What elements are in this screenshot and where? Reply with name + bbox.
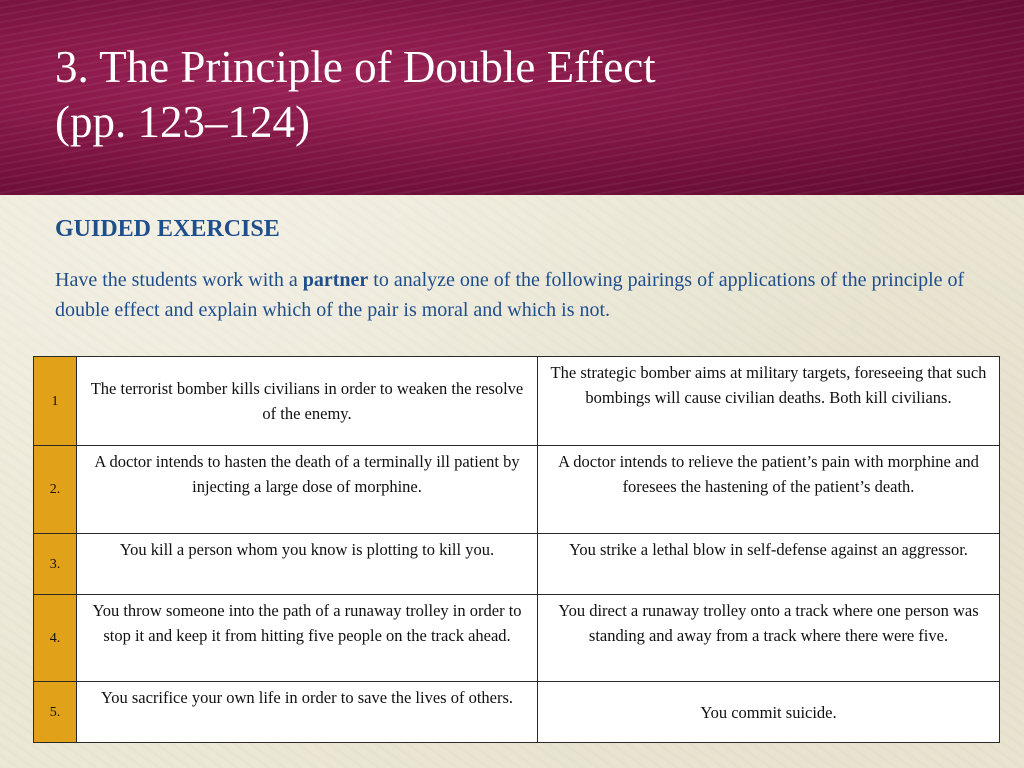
title-banner bbox=[0, 0, 1024, 195]
row-number: 1 bbox=[34, 357, 77, 446]
row-number: 5. bbox=[34, 682, 77, 743]
left-case-cell: The terrorist bomber kills civilians in order to weaken the resolve of the enemy. bbox=[77, 357, 538, 446]
row-number: 4. bbox=[34, 595, 77, 682]
right-case-cell: The strategic bomber aims at military targets, foreseeing that such bombings will cause civilian deaths. Both kill civilians. bbox=[538, 357, 1000, 446]
right-case-cell: You commit suicide. bbox=[538, 682, 1000, 743]
left-case-cell: You sacrifice your own life in order to save the lives of others. bbox=[77, 682, 538, 743]
section-subheading: GUIDED EXERCISE bbox=[55, 216, 280, 242]
right-case-cell: You direct a runaway trolley onto a track where one person was standing and away from a track where there were five. bbox=[538, 595, 1000, 682]
right-case-cell: A doctor intends to relieve the patient’s pain with morphine and foresees the hastening of the patient’s death. bbox=[538, 446, 1000, 534]
table-row bbox=[34, 446, 1000, 534]
row-number: 3. bbox=[34, 534, 77, 595]
left-case-cell: You throw someone into the path of a runaway trolley in order to stop it and keep it from hitting five people on the track ahead. bbox=[77, 595, 538, 682]
title-line-2: (pp. 123–124) bbox=[55, 97, 310, 147]
left-case-cell: You kill a person whom you know is plotting to kill you. bbox=[77, 534, 538, 595]
exercise-description bbox=[55, 265, 1000, 325]
row-number: 2. bbox=[34, 446, 77, 534]
left-case-cell: A doctor intends to hasten the death of a terminally ill patient by injecting a large dose of morphine. bbox=[77, 446, 538, 534]
table-row bbox=[34, 595, 1000, 682]
slide-title bbox=[55, 40, 995, 150]
table-row bbox=[34, 682, 1000, 743]
right-case-cell: You strike a lethal blow in self-defense against an aggressor. bbox=[538, 534, 1000, 595]
table-row bbox=[34, 534, 1000, 595]
description-bold-partner: partner bbox=[302, 269, 369, 291]
description-after: to analyze one of the following pairings of applications of the principle of double effect and explain which of the pair is moral and which is not. bbox=[55, 269, 965, 321]
description-before: Have the students work with a bbox=[55, 269, 303, 291]
pairings-table bbox=[33, 356, 1000, 743]
title-line-1: 3. The Principle of Double Effect bbox=[55, 42, 656, 92]
table-row bbox=[34, 357, 1000, 446]
